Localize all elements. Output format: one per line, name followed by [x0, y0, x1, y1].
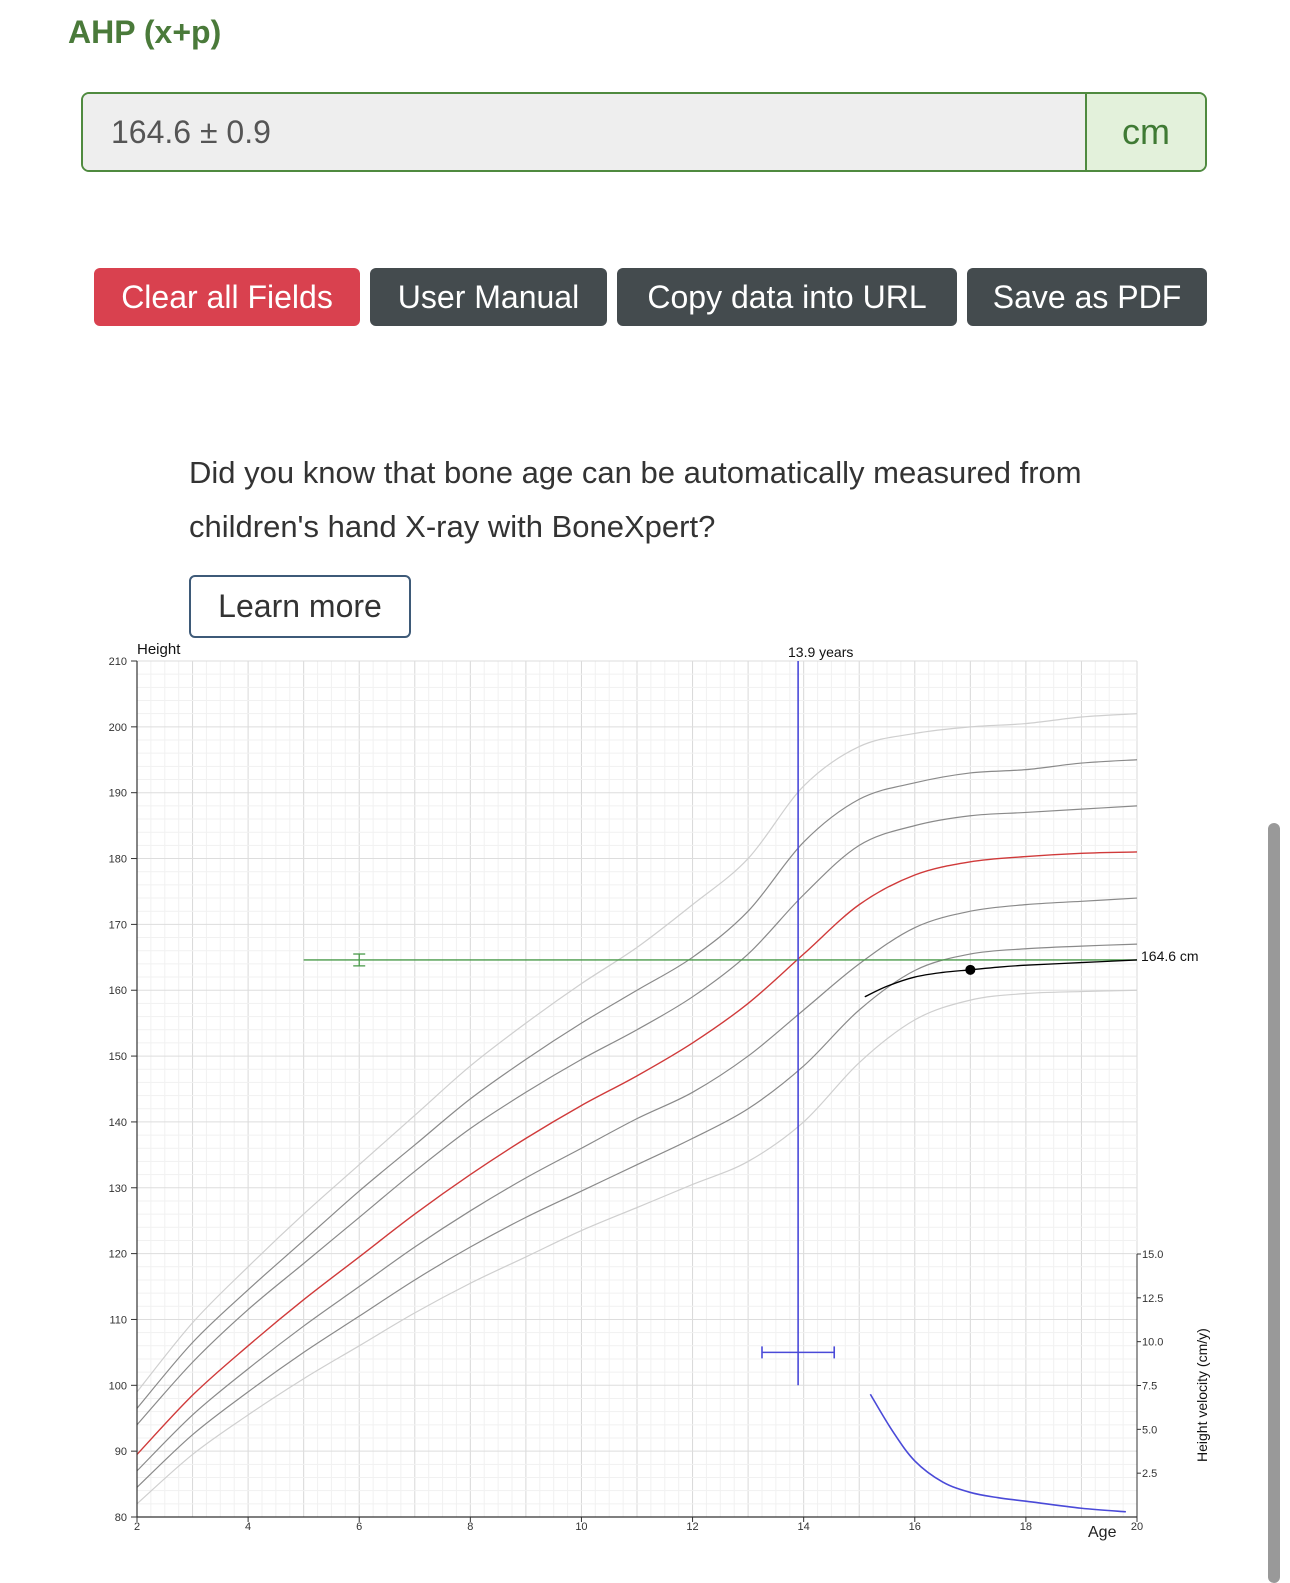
y-tick-label: 110 [109, 1314, 127, 1327]
target-height-label: 164.6 cm [1141, 948, 1199, 964]
ahp-field-group [81, 92, 1207, 172]
y-tick-label: 150 [108, 1051, 127, 1064]
x-tick-label: 6 [356, 1521, 363, 1533]
y-tick-label: 140 [108, 1116, 127, 1129]
y-tick-label: 120 [108, 1248, 127, 1261]
learn-more-button[interactable]: Learn more [189, 575, 411, 638]
user-manual-button[interactable]: User Manual [370, 268, 607, 326]
x-tick-label: 20 [1130, 1521, 1144, 1533]
x-tick-label: 10 [575, 1521, 588, 1533]
bone-age-label: 13.9 years [788, 644, 854, 660]
y-tick-label: 90 [114, 1446, 127, 1459]
y-tick-label: 160 [108, 985, 127, 998]
y2-tick-label: 10.0 [1142, 1336, 1164, 1349]
y2-axis-label: Height velocity (cm/y) [1194, 1328, 1210, 1462]
x-tick-label: 8 [467, 1521, 474, 1533]
promo-line-2: children's hand X-ray with BoneXpert? [189, 509, 716, 544]
y-tick-label: 190 [108, 787, 127, 800]
y-tick-label: 170 [108, 919, 127, 932]
y-tick-label: 210 [108, 656, 127, 668]
save-pdf-button[interactable]: Save as PDF [967, 268, 1207, 326]
y2-tick-label: 15.0 [1142, 1249, 1164, 1261]
y-axis-label: Height [137, 641, 181, 658]
y2-tick-label: 5.0 [1142, 1424, 1158, 1437]
x-axis-label: Age [1088, 1524, 1117, 1541]
ahp-label: AHP (x+p) [68, 14, 222, 50]
y-tick-label: 200 [108, 721, 127, 734]
ahp-unit-addon: cm [1087, 94, 1205, 170]
x-tick-label: 16 [908, 1521, 921, 1533]
y-tick-label: 100 [108, 1380, 127, 1393]
x-tick-label: 4 [245, 1521, 252, 1533]
bonexpert-promo [189, 446, 1189, 554]
growth-chart [0, 630, 1290, 1570]
y-tick-label: 180 [108, 853, 127, 866]
y2-tick-label: 2.5 [1142, 1468, 1158, 1481]
ahp-value-field[interactable] [83, 94, 1087, 170]
promo-line-1: Did you know that bone age can be automatically measured from [189, 455, 1082, 490]
x-tick-label: 18 [1019, 1521, 1033, 1533]
x-tick-label: 12 [686, 1521, 699, 1533]
page-scrollbar[interactable] [1268, 823, 1280, 1583]
y-tick-label: 130 [108, 1182, 127, 1195]
y-tick-label: 80 [114, 1512, 127, 1524]
chart-axes [109, 656, 1164, 1533]
x-tick-label: 14 [797, 1521, 810, 1533]
y2-tick-label: 12.5 [1142, 1292, 1164, 1305]
copy-data-url-button[interactable]: Copy data into URL [617, 268, 957, 326]
x-tick-label: 2 [133, 1521, 141, 1533]
y2-tick-label: 7.5 [1142, 1380, 1158, 1393]
predicted-height-point [965, 965, 975, 975]
clear-all-fields-button[interactable]: Clear all Fields [94, 268, 360, 326]
